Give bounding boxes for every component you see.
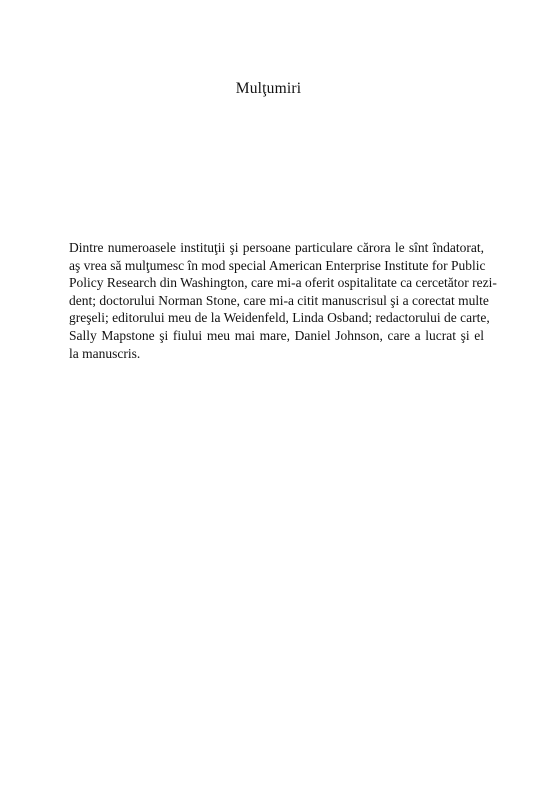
page-title: Mulţumiri [235,80,302,97]
paragraph-line: greşeli; editorului meu de la Weidenfeld, Linda Osband; redactorului de carte, [69,310,490,326]
paragraph-line: Dintre numeroasele instituţii şi persoane particulare cărora le sînt îndatorat, [69,240,484,255]
paragraph-line: Policy Research din Washington, care mi-a oferit ospitalitate ca cercetător rezi- [69,275,497,291]
paragraph-line: la manuscris. [69,345,141,361]
paragraph-line: dent; doctorului Norman Stone, care mi-a citit manuscrisul şi a corectat multe [69,292,489,308]
paragraph-line: aş vrea să mulţumesc în mod special American Enterprise Institute for Public [69,257,486,273]
acknowledgements-paragraph [69,239,497,362]
paragraph-line: Sally Mapstone şi fiului meu mai mare, Daniel Johnson, care a lucrat şi el [69,327,484,343]
